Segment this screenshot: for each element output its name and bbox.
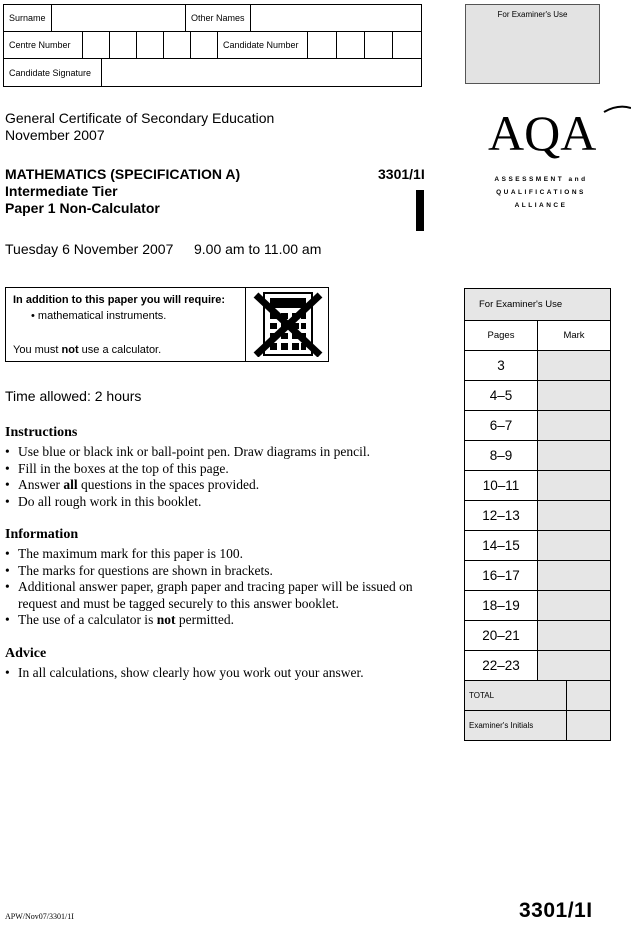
instructions-heading: Instructions: [5, 425, 78, 440]
centre-number-digit[interactable]: [110, 32, 137, 58]
logo-line-1: ASSESSMENT and: [494, 176, 588, 183]
information-section: [5, 527, 430, 629]
mark-cell[interactable]: [538, 411, 610, 440]
centre-number-digit[interactable]: [137, 32, 164, 58]
tier-title: Intermediate Tier: [5, 183, 118, 199]
advice-item: • In all calculations, show clearly how you work out your answer.: [5, 665, 435, 682]
examiner-use-box: [465, 4, 600, 84]
information-list: [5, 546, 430, 629]
centre-number-digit[interactable]: [191, 32, 218, 58]
footer-reference: APW/Nov07/3301/1I: [5, 912, 74, 921]
time-allowed: Time allowed: 2 hours: [5, 388, 142, 404]
candidate-number-digit[interactable]: [337, 32, 365, 58]
information-item: • The use of a calculator is not permitted.: [5, 612, 430, 629]
paper-code: 3301/1I: [378, 166, 425, 182]
candidate-number-digit[interactable]: [308, 32, 337, 58]
requirements-box: [5, 287, 329, 362]
mark-cell[interactable]: [538, 651, 610, 680]
aqa-logo-mark: [486, 100, 631, 160]
mark-cell[interactable]: [538, 561, 610, 590]
mark-cell[interactable]: [538, 531, 610, 560]
page-range: 14–15: [465, 531, 538, 560]
surname-field[interactable]: [52, 5, 186, 31]
logo-line-2: QUALIFICATIONS: [496, 189, 586, 196]
examiner-initials-label: Examiner's Initials: [465, 711, 567, 740]
signature-label: Candidate Signature: [4, 59, 102, 86]
examiner-initials-cell[interactable]: [567, 711, 610, 740]
instructions-section: [5, 425, 445, 510]
instruction-item: • Answer all questions in the spaces provided.: [5, 477, 445, 494]
subject-title: MATHEMATICS (SPECIFICATION A): [5, 166, 241, 182]
exam-date: Tuesday 6 November 2007: [5, 241, 174, 257]
centre-number-digit[interactable]: [164, 32, 191, 58]
information-item: • Additional answer paper, graph paper and tracing paper will be issued on request and must be tagged securely to this answer booklet.: [5, 579, 430, 612]
page-range: 18–19: [465, 591, 538, 620]
mark-cell[interactable]: [538, 351, 610, 380]
candidate-number-digit[interactable]: [365, 32, 393, 58]
logo-line-3: ALLIANCE: [514, 202, 568, 209]
mark-column-header: Mark: [538, 321, 610, 350]
mark-cell[interactable]: [538, 591, 610, 620]
total-label: TOTAL: [465, 681, 567, 710]
advice-list: [5, 665, 435, 682]
page-range: 10–11: [465, 471, 538, 500]
page-range: 22–23: [465, 651, 538, 680]
centre-number-label: Centre Number: [4, 32, 83, 58]
mark-cell[interactable]: [538, 441, 610, 470]
page-range: 3: [465, 351, 538, 380]
advice-heading: Advice: [5, 646, 47, 661]
instruction-item: • Fill in the boxes at the top of this page.: [5, 461, 445, 478]
page-range: 16–17: [465, 561, 538, 590]
requirements-heading: In addition to this paper you will require:: [13, 294, 226, 306]
surname-label: Surname: [4, 5, 52, 31]
centre-number-digit[interactable]: [83, 32, 110, 58]
signature-field[interactable]: [102, 59, 421, 86]
exam-session: November 2007: [5, 127, 105, 143]
instructions-list: [5, 444, 445, 510]
mark-cell[interactable]: [538, 471, 610, 500]
no-calculator-icon: [250, 291, 326, 357]
advice-section: [5, 646, 435, 682]
other-names-field[interactable]: [251, 5, 421, 31]
page-range: 12–13: [465, 501, 538, 530]
mark-grid-title: For Examiner's Use: [479, 299, 563, 310]
examiner-use-label: For Examiner's Use: [497, 10, 568, 19]
aqa-logo: [486, 100, 631, 209]
other-names-label: Other Names: [186, 5, 251, 31]
paper-title: Paper 1 Non-Calculator: [5, 200, 160, 216]
mark-cell[interactable]: [538, 381, 610, 410]
tier-marker-bar: [416, 190, 424, 231]
instruction-item: • Use blue or black ink or ball-point pen. Draw diagrams in pencil.: [5, 444, 445, 461]
logo-letters: AQA: [488, 105, 597, 160]
qualification-title: General Certificate of Secondary Education: [5, 110, 275, 126]
candidate-details-table: [3, 4, 422, 87]
page-range: 4–5: [465, 381, 538, 410]
instruction-item: • Do all rough work in this booklet.: [5, 494, 445, 511]
information-item: • The marks for questions are shown in brackets.: [5, 563, 430, 580]
page-range: 6–7: [465, 411, 538, 440]
total-cell[interactable]: [567, 681, 610, 710]
page-range: 8–9: [465, 441, 538, 470]
information-item: • The maximum mark for this paper is 100.: [5, 546, 430, 563]
page-range: 20–21: [465, 621, 538, 650]
pages-column-header: Pages: [465, 321, 538, 350]
calculator-note: You must not use a calculator.: [13, 344, 162, 356]
candidate-number-label: Candidate Number: [218, 32, 308, 58]
information-heading: Information: [5, 527, 79, 542]
footer-paper-code: 3301/1I: [519, 899, 593, 922]
mark-cell[interactable]: [538, 621, 610, 650]
mark-cell[interactable]: [538, 501, 610, 530]
exam-time: 9.00 am to 11.00 am: [194, 241, 322, 257]
requirement-item: • mathematical instruments.: [31, 310, 167, 322]
candidate-number-digit[interactable]: [393, 32, 421, 58]
examiner-mark-grid: [464, 288, 611, 741]
